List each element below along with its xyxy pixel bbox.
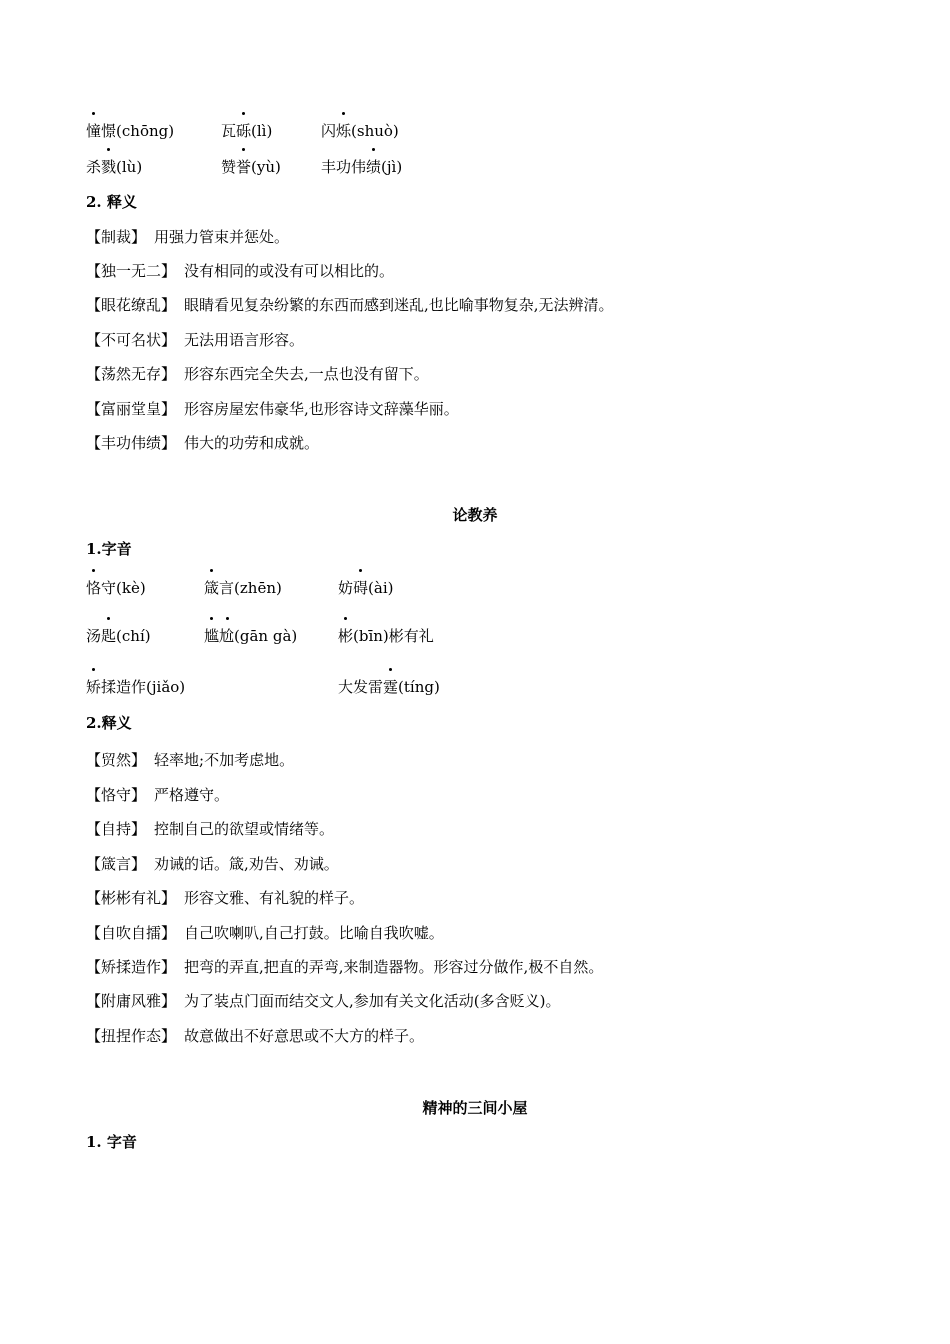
pron-item: 恪守(kè) xyxy=(86,578,146,598)
definition-item: 【贸然】 轻率地;不加考虑地。 xyxy=(86,751,295,769)
definition-item: 【荡然无存】 形容东西完全失去,一点也没有留下。 xyxy=(86,365,429,383)
definition-item: 【箴言】 劝诫的话。箴,劝告、劝诫。 xyxy=(86,855,339,873)
pron-item: 憧憬(chōng) xyxy=(86,121,174,141)
definition-item: 【矫揉造作】 把弯的弄直,把直的弄弯,来制造器物。形容过分做作,极不自然。 xyxy=(86,958,604,976)
definition-item: 【自吹自擂】 自己吹喇叭,自己打鼓。比喻自我吹嘘。 xyxy=(86,924,444,942)
definition-item: 【不可名状】 无法用语言形容。 xyxy=(86,331,305,349)
pronunciation-heading: 1.字音 xyxy=(86,540,132,558)
pron-item: 大发雷 霆(tíng) xyxy=(338,677,440,697)
pron-item: 彬(bīn)彬有礼 xyxy=(338,626,434,646)
definition-item: 【独一无二】 没有相同的或没有可以相比的。 xyxy=(86,262,395,280)
section-title: 论教养 xyxy=(452,506,498,524)
pron-item: 杀 戮(lù) xyxy=(86,157,142,177)
definitions-heading: 2. 释义 xyxy=(86,193,137,211)
pron-item: 瓦 砾(lì) xyxy=(221,121,272,141)
pron-item: 闪 烁(shuò) xyxy=(321,121,399,141)
pron-item: 丰功伟 绩(jì) xyxy=(321,157,402,177)
pron-item: 赞 誉(yù) xyxy=(221,157,281,177)
definitions-heading: 2.释义 xyxy=(86,714,132,732)
definition-item: 【丰功伟绩】 伟大的功劳和成就。 xyxy=(86,434,320,452)
pron-item: 箴言(zhēn) xyxy=(204,578,282,598)
pron-item: 矫揉造作(jiǎo) xyxy=(86,677,185,697)
pron-item: 尴尬(gān gà) xyxy=(204,626,297,646)
section-title: 精神的三间小屋 xyxy=(422,1099,528,1117)
definition-item: 【附庸风雅】 为了装点门面而结交文人,参加有关文化活动(多含贬义)。 xyxy=(86,992,561,1010)
pron-item: 汤 匙(chí) xyxy=(86,626,151,646)
definition-item: 【富丽堂皇】 形容房屋宏伟豪华,也形容诗文辞藻华丽。 xyxy=(86,400,459,418)
definition-item: 【恪守】 严格遵守。 xyxy=(86,786,230,804)
definition-item: 【彬彬有礼】 形容文雅、有礼貌的样子。 xyxy=(86,889,365,907)
definition-item: 【制裁】 用强力管束并惩处。 xyxy=(86,228,290,246)
pron-item: 妨 碍(ài) xyxy=(338,578,393,598)
definition-item: 【扭捏作态】 故意做出不好意思或不大方的样子。 xyxy=(86,1027,425,1045)
definition-item: 【眼花缭乱】 眼睛看见复杂纷繁的东西而感到迷乱,也比喻事物复杂,无法辨清。 xyxy=(86,296,614,314)
pronunciation-heading: 1. 字音 xyxy=(86,1133,137,1151)
definition-item: 【自持】 控制自己的欲望或情绪等。 xyxy=(86,820,335,838)
